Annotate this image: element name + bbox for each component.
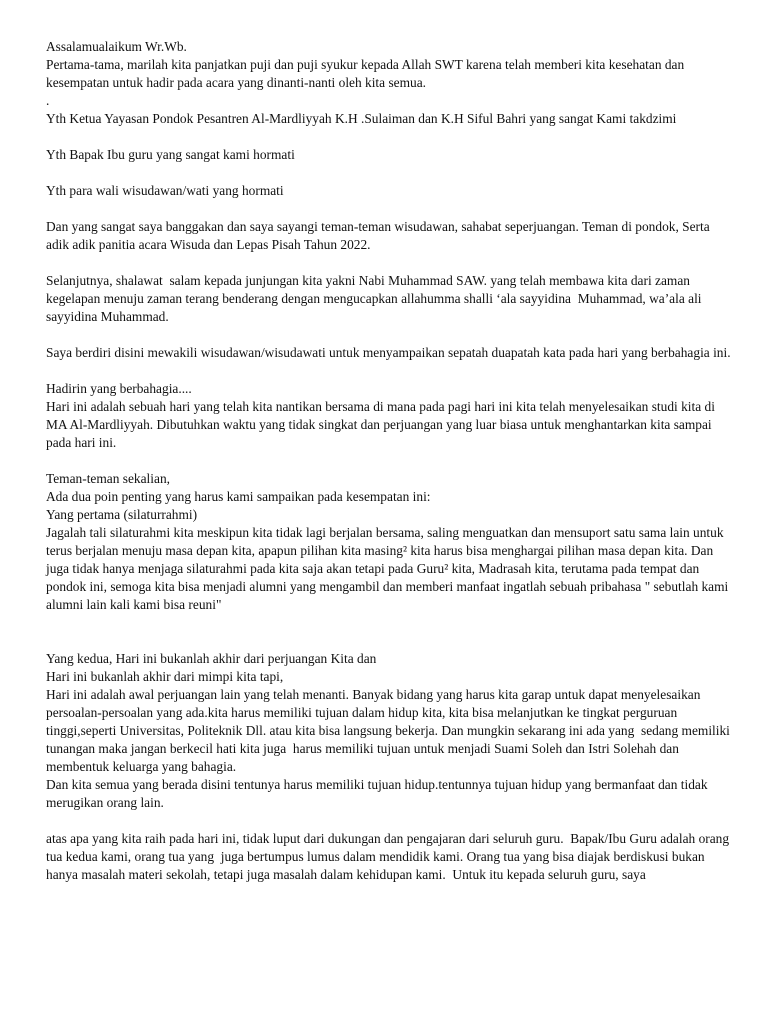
teman-sekalian-line: Teman-teman sekalian, xyxy=(46,471,170,486)
bukan-akhir-line: Hari ini bukanlah akhir dari mimpi kita tapi, xyxy=(46,669,284,684)
poin-pertama-heading: Yang pertama (silaturrahmi) xyxy=(46,507,198,522)
poin-kedua-heading: Yang kedua, Hari ini bukanlah akhir dari perjuangan Kita dan xyxy=(46,651,377,666)
spacer xyxy=(46,254,736,272)
spacer xyxy=(46,614,736,650)
shalawat-paragraph: Selanjutnya, shalawat salam kepada junjungan kita yakni Nabi Muhammad SAW. yang telah membawa kita dari zaman kegelapan menuju zaman terang benderang dengan mengucapkan allahumma shalli ‘ala sayyidina Muhammad, wa’ala ali sayyidina Muhammad. xyxy=(46,273,705,324)
document-page xyxy=(46,38,736,884)
salutation-teman: Dan yang sangat saya banggakan dan saya sayangi teman-teman wisudawan, sahabat seperjuangan. Teman di pondok, Serta adik adik panitia acara Wisuda dan Lepas Pisah Tahun 2022. xyxy=(46,219,714,252)
salutation-wali: Yth para wali wisudawan/wati yang hormati xyxy=(46,183,284,198)
spacer xyxy=(46,128,736,146)
awal-perjuangan-paragraph: Hari ini adalah awal perjuangan lain yang telah menanti. Banyak bidang yang harus kita garap untuk dapat menyelesaikan persoalan-persoalan yang ada.kita harus memiliki tujuan dalam hidup kita, kita bisa melanjutkan ke tingkat perguruan tinggi,seperti Universitas, Politeknik Dll. atau kita bisa langsung bekerja. Dan mungkin sekarang ini ada yang sedang memiliki tunangan maka jangan berkecil hati kita juga harus memiliki tujuan untuk menjadi Suami Soleh dan Istri Solehah dan membentuk keluarga yang bahagia. xyxy=(46,687,734,774)
hari-ini-paragraph: Hari ini adalah sebuah hari yang telah kita nantikan bersama di mana pada pagi hari ini kita telah menyelesaikan studi kita di MA Al-Mardliyyah. Dibutuhkan waktu yang tidak singkat dan perjuangan yang luar biasa untuk menghantarkan kita sampai pada hari ini. xyxy=(46,399,719,450)
spacer xyxy=(46,200,736,218)
spacer xyxy=(46,326,736,344)
terima-guru-paragraph: atas apa yang kita raih pada hari ini, tidak luput dari dukungan dan pengajaran dari seluruh guru. Bapak/Ibu Guru adalah orang tua kedua kami, orang tua yang juga bertumpus lumus dalam mendidik kami. Orang tua yang bisa diajak berdiskusi bukan hanya masalah materi sekolah, tetapi juga masalah dalam kehidupan kami. Untuk itu kepada seluruh guru, saya xyxy=(46,831,733,882)
purpose-paragraph: Saya berdiri disini mewakili wisudawan/wisudawati untuk menyampaikan sepatah duapatah kata pada hari yang berbahagia ini. xyxy=(46,345,731,360)
spacer xyxy=(46,812,736,830)
spacer xyxy=(46,362,736,380)
dua-poin-line: Ada dua poin penting yang harus kami sampaikan pada kesempatan ini: xyxy=(46,489,431,504)
tujuan-hidup-paragraph: Dan kita semua yang berada disini tentunya harus memiliki tujuan hidup.tentunnya tujuan hidup yang bermanfaat dan tidak merugikan orang lain. xyxy=(46,777,711,810)
opening-paragraph: Pertama-tama, marilah kita panjatkan puji dan puji syukur kepada Allah SWT karena telah memberi kita kesehatan dan kesempatan untuk hadir pada acara yang dinanti-nanti oleh kita semua. xyxy=(46,57,688,90)
hadirin-line: Hadirin yang berbahagia.... xyxy=(46,381,192,396)
salutation-ketua: Yth Ketua Yayasan Pondok Pesantren Al-Mardliyyah K.H .Sulaiman dan K.H Siful Bahri yang sangat Kami takdzimi xyxy=(46,111,677,126)
spacer xyxy=(46,164,736,182)
silaturahmi-paragraph: Jagalah tali silaturahmi kita meskipun kita tidak lagi berjalan bersama, saling menguatkan dan mensuport satu sama lain untuk terus berjalan menuju masa depan kita, apapun pilihan kita masing² kita harus bisa menghargai pilihan masa depan kita. Dan juga tidak hanya menjaga silaturahmi pada kita saja akan tetapi pada Guru² kita, Madrasah kita, terutama pada tempat dan pondok ini, semoga kita bisa menjadi alumni yang mengambil dan memberi manfaat ingatlah sebuah pribahasa " sebutlah kami alumni lain kali kami bisa reuni" xyxy=(46,525,732,612)
salutation-guru: Yth Bapak Ibu guru yang sangat kami hormati xyxy=(46,147,295,162)
stray-dot: . xyxy=(46,93,50,108)
greeting-line: Assalamualaikum Wr.Wb. xyxy=(46,39,187,54)
spacer xyxy=(46,452,736,470)
